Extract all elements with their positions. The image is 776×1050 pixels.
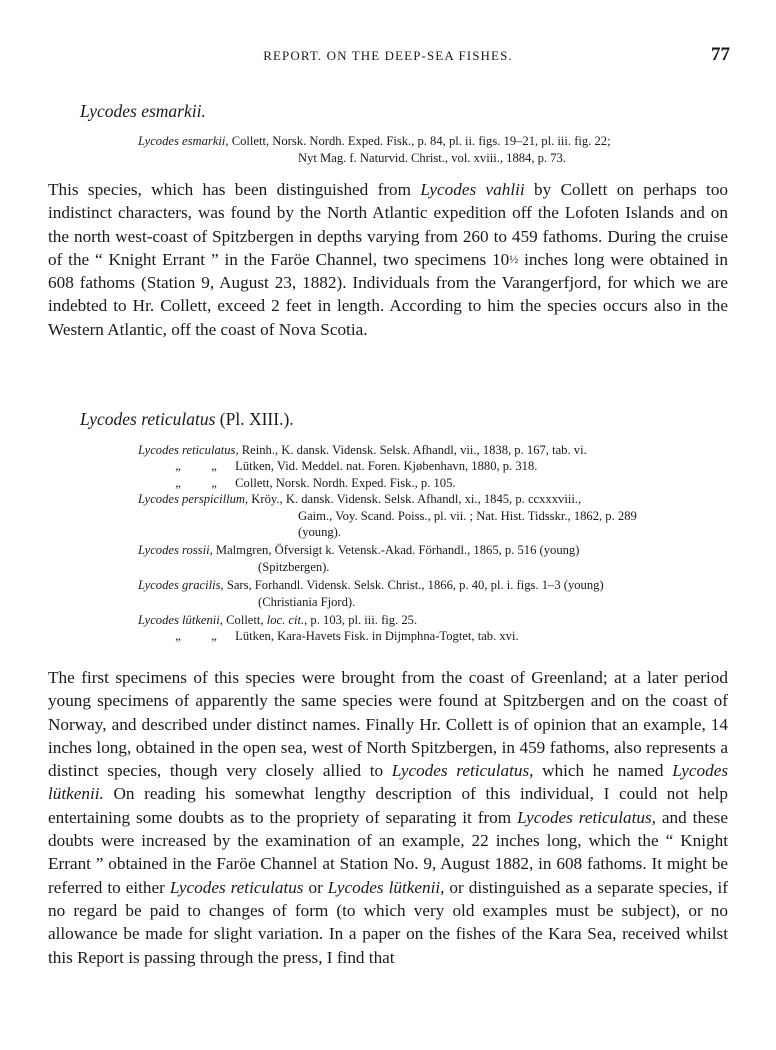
synonym-citation: Malmgren, Öfversigt k. Vetensk.-Akad. Förhandl., 1865, p. 516 (young) <box>212 543 580 558</box>
synonym-entry <box>138 577 726 593</box>
paragraph-text: inches long were obtained in 608 fathoms (Station 9, August 23, 1882). Individuals from the Varangerfjord, for which we are indebted to Hr. Collett, exceed 2 feet in length. According to him the species occurs also in the Western Atlantic, off the coast of Nova Scotia. <box>48 249 728 339</box>
synonym-citation: Lütken, Kara-Havets Fisk. in Dijmphna-Togtet, tab. xvi. <box>235 629 519 644</box>
loc-cit: loc. cit. <box>266 613 305 628</box>
synonym-citation: Lütken, Vid. Meddel. nat. Foren. Kjøbenhavn, 1880, p. 318. <box>235 459 538 474</box>
synonym-entry <box>138 612 726 628</box>
paragraph-esmarkii <box>48 178 728 341</box>
synonym-entry <box>138 628 726 644</box>
synonym-name: Lycodes reticulatus, <box>138 443 239 457</box>
paragraph-text: by Collett on perhaps too indistinct characters, was found by the North Atlantic expedition off the Lofoten Islands and on the north west-coast of Spitzbergen in depths varying from 260 to 459 fathoms. During the cruise of the “ Knight Errant ” in the Faröe Channel, two specimens 10 <box>48 180 729 269</box>
species-name: Lycodes lütkenii. <box>48 761 729 804</box>
synonymy-list-reticulatus <box>138 442 726 645</box>
synonym-entry <box>138 491 726 507</box>
ditto-mark: „ <box>175 459 181 474</box>
paragraph-reticulatus <box>48 666 728 969</box>
ditto-mark: „ <box>175 475 181 490</box>
species-heading-esmarkii: Lycodes esmarkii. <box>80 101 206 121</box>
paragraph-text: or distinguished as a separate species, if no regard be paid to changes of form (to which very old examples must be subject), or no allowance be made for slight variation. In a paper on the fishes of the Kara Sea, received whilst this Report is passing through the press, I find that <box>48 877 728 967</box>
synonym-name: Lycodes lütkenii, <box>138 613 223 628</box>
synonym-citation: Collett, Norsk. Nordh. Exped. Fisk., p. 84, pl. ii. figs. 19–21, pl. iii. fig. 22; <box>228 134 611 148</box>
synonym-citation: Collett, <box>222 613 267 628</box>
paragraph-text: The first specimens of this species were brought from the coast of Greenland; at a later period young specimens of apparently the same species were found at Spitzbergen and on the coast of Norway, and described under distinct names. Finally Hr. Collett is of opinion that an example, 14 inches long, obtained in the open sea, west of North Spitzbergen, in 459 fathoms, also represents a distinct species, though very closely allied to <box>48 668 728 781</box>
synonym-citation-continued: (Spitzbergen). <box>258 559 330 574</box>
synonym-entry <box>138 458 726 474</box>
species-heading-name: Lycodes reticulatus <box>80 409 216 429</box>
synonym-name: Lycodes perspicillum, <box>138 492 249 507</box>
paragraph-text: which he named <box>533 761 673 781</box>
plate-reference: (Pl. XIII.). <box>215 409 294 429</box>
synonym-name: Lycodes gracilis, <box>138 578 224 593</box>
paragraph-text: or <box>303 877 328 897</box>
paragraph-text: This species, which has been distinguished from <box>48 180 421 199</box>
page-number: 77 <box>711 44 730 65</box>
ditto-mark: „ <box>211 459 217 474</box>
synonym-citation: Kröy., K. dansk. Vidensk. Selsk. Afhandl, xi., 1845, p. ccxxxviii., <box>248 492 582 507</box>
synonym-citation-continued: (young). <box>298 525 342 540</box>
synonym-entry <box>138 475 726 491</box>
synonym-name: Lycodes esmarkii, <box>138 134 229 148</box>
synonym-citation-continued: Nyt Mag. f. Naturvid. Christ., vol. xviii., 1884, p. 73. <box>298 151 566 165</box>
synonym-entry <box>138 442 726 458</box>
synonym-entry <box>138 542 726 558</box>
running-title: REPORT. ON THE DEEP-SEA FISHES. <box>263 48 513 63</box>
synonym-citation: , p. 103, pl. iii. fig. 25. <box>304 613 418 628</box>
synonym-citation-continued: (Christiania Fjord). <box>258 594 356 609</box>
fraction: ½ <box>509 251 519 266</box>
synonym-citation-continued: Gaim., Voy. Scand. Poiss., pl. vii. ; Nat. Hist. Tidsskr., 1862, p. 289 <box>298 508 637 523</box>
species-heading-reticulatus <box>80 409 294 430</box>
species-name: Lycodes lütkenii, <box>327 877 445 897</box>
species-name: Lycodes vahlii <box>420 180 525 199</box>
paragraph-text: On reading his somewhat lengthy description of this individual, I could not help entertaining some doubts as to the propriety of separating it from <box>48 784 728 827</box>
ditto-mark: „ <box>175 629 181 644</box>
synonym-name: Lycodes rossii, <box>138 543 213 558</box>
species-name: Lycodes reticulatus <box>169 877 304 897</box>
synonym-citation: Sars, Forhandl. Vidensk. Selsk. Christ., 1866, p. 40, pl. i. figs. 1–3 (young) <box>223 578 604 593</box>
species-name: Lycodes reticulatus, <box>517 807 656 827</box>
synonym-citation: Collett, Norsk. Nordh. Exped. Fisk., p. 105. <box>235 475 456 490</box>
species-name: Lycodes reticulatus, <box>391 761 534 781</box>
synonymy-esmarkii <box>138 133 726 167</box>
ditto-mark: „ <box>211 475 217 490</box>
paragraph-text: and these doubts were increased by the examination of an example, 22 inches long, which the “ Knight Errant ” obtained in the Faröe Channel at Station No. 9, August 1882, in 608 fathoms. It might be referred to either <box>48 807 728 897</box>
ditto-mark: „ <box>211 629 217 644</box>
page-header <box>48 44 728 68</box>
synonym-citation: Reinh., K. dansk. Vidensk. Selsk. Afhandl, vii., 1838, p. 167, tab. vi. <box>238 443 587 457</box>
